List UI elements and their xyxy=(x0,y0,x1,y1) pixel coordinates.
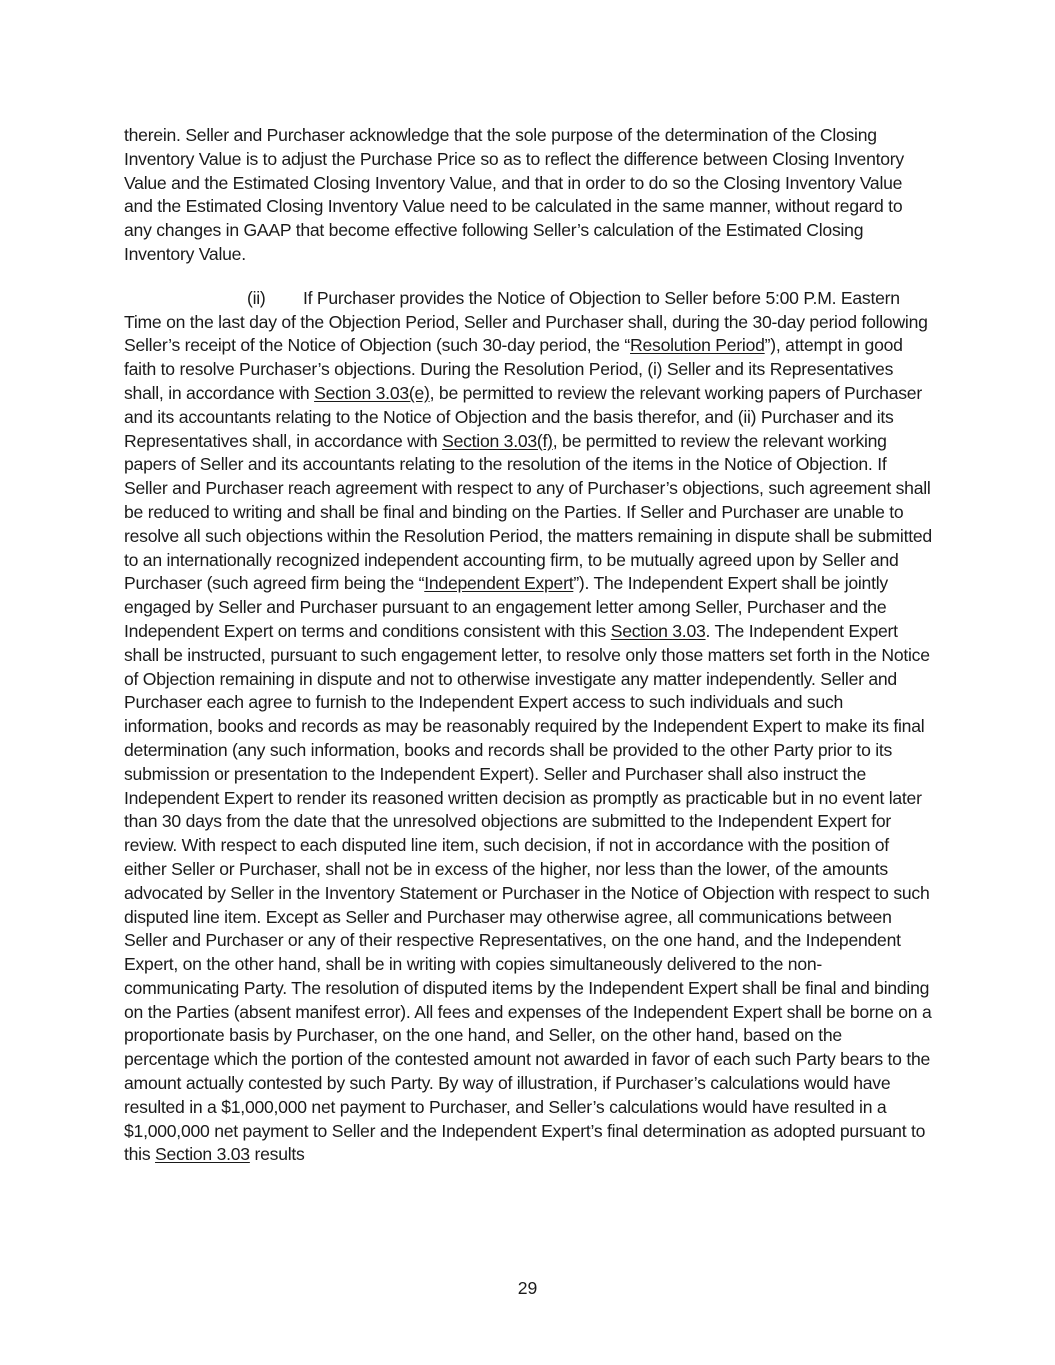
section-reference-3-03: Section 3.03 xyxy=(155,1144,250,1165)
body-text xyxy=(124,124,932,1167)
paragraph-text: , be permitted to review the relevant working papers of Seller and its accountants relating to the resolution of the items in the Notice of Objection. If Seller and Purchaser reach agreement with respect to any of Purchaser’s objections, such agreement shall be reduced to writing and shall be final and binding on the Parties. If Seller and Purchaser are unable to resolve all such objections within the Resolution Period, the matters remaining in dispute shall be submitted to an internationally recognized independent accounting firm, to be mutually agreed upon by Seller and Purchaser (such agreed firm being the “ xyxy=(124,430,932,594)
section-reference-3-03-f: Section 3.03(f) xyxy=(442,430,553,451)
paragraph-text: ”). The Independent Expert shall be jointly engaged by Seller and Purchaser pursuant to an engagement letter among Seller, Purchaser and the Independent Expert on terms and conditions consistent with this xyxy=(124,573,888,641)
defined-term-resolution-period: Resolution Period xyxy=(630,335,765,356)
paragraph-number: (ii) xyxy=(247,287,266,308)
section-reference-3-03-e: Section 3.03(e) xyxy=(314,382,430,403)
paragraph-text: ”), attempt in good faith to resolve Purchaser’s objections. During the Resolution Period, (i) Seller and its Representatives shall, in accordance with xyxy=(124,335,903,403)
paragraph-text: , be permitted to review the relevant working papers of Purchaser and its accountants relating to the Notice of Objection and the basis therefor, and (ii) Purchaser and its Representatives shall, in accordance with xyxy=(124,382,922,451)
paragraph-text: results xyxy=(249,1144,305,1165)
defined-term-independent-expert: Independent Expert xyxy=(424,573,574,594)
paragraph-text: therein. Seller and Purchaser acknowledge that the sole purpose of the determination of the Closing Inventory Value is to adjust the Purchase Price so as to reflect the difference between Closing Inventory Value and the Estimated Closing Inventory Value, and that in order to do so the Closing Inventory Value and the Estimated Closing Inventory Value need to be calculated in the same manner, without regard to any changes in GAAP that become effective following Seller’s calculation of the Estimated Closing Inventory Value. xyxy=(124,125,904,264)
paragraph-text: If Purchaser provides the Notice of Objection to Seller before 5:00 P.M. Eastern Time on the last day of the Objection Period, Seller and Purchaser shall, during the 30-day period following Seller’s receipt of the Notice of Objection (such 30-day period, the “ xyxy=(124,287,928,356)
paragraph-ii xyxy=(124,287,932,1167)
paragraph-text: . The Independent Expert shall be instructed, pursuant to such engagement letter, to resolve only those matters set forth in the Notice of Objection remaining in dispute and not to otherwise investigate any matter independently. Seller and Purchaser each agree to furnish to the Independent Expert access to such individuals and such information, books and records as may be reasonably required by the Independent Expert to make its final determination (any such information, books and records shall be provided to the other Party prior to its submission or presentation to the Independent Expert). Seller and Purchaser shall also instruct the Independent Expert to render its reasoned written decision as promptly as practicable but in no event later than 30 days from the date that the unresolved objections are submitted to the Independent Expert for review. With respect to each disputed line item, such decision, if not in accordance with the position of either Seller or Purchaser, shall not be in excess of the higher, nor less than the lower, of the amounts advocated by Seller in the Inventory Statement or Purchaser in the Notice of Objection with respect to such disputed line item. Except as Seller and Purchaser may otherwise agree, all communications between Seller and Purchaser or any of their respective Representatives, on the one hand, and the Independent Expert, on the other hand, shall be in writing with copies simultaneously delivered to the non-communicating Party. The resolution of disputed items by the Independent Expert shall be final and binding on the Parties (absent manifest error). All fees and expenses of the Independent Expert shall be borne on a proportionate basis by Purchaser, on the one hand, and Seller, on the other hand, based on the percentage which the portion of the contested amount not awarded in favor of each such Party bears to the amount actually contested by such Party. By way of illustration, if Purchaser’s calculations would have resulted in a $1,000,000 net payment to Purchaser, and Seller’s calculations would have resulted in a $1,000,000 net payment to Seller and the Independent Expert’s final determination as adopted pursuant to this xyxy=(124,620,932,1165)
paragraph-continuation xyxy=(124,124,932,267)
page-number: 29 xyxy=(517,1278,538,1298)
section-reference-3-03: Section 3.03 xyxy=(610,620,706,641)
